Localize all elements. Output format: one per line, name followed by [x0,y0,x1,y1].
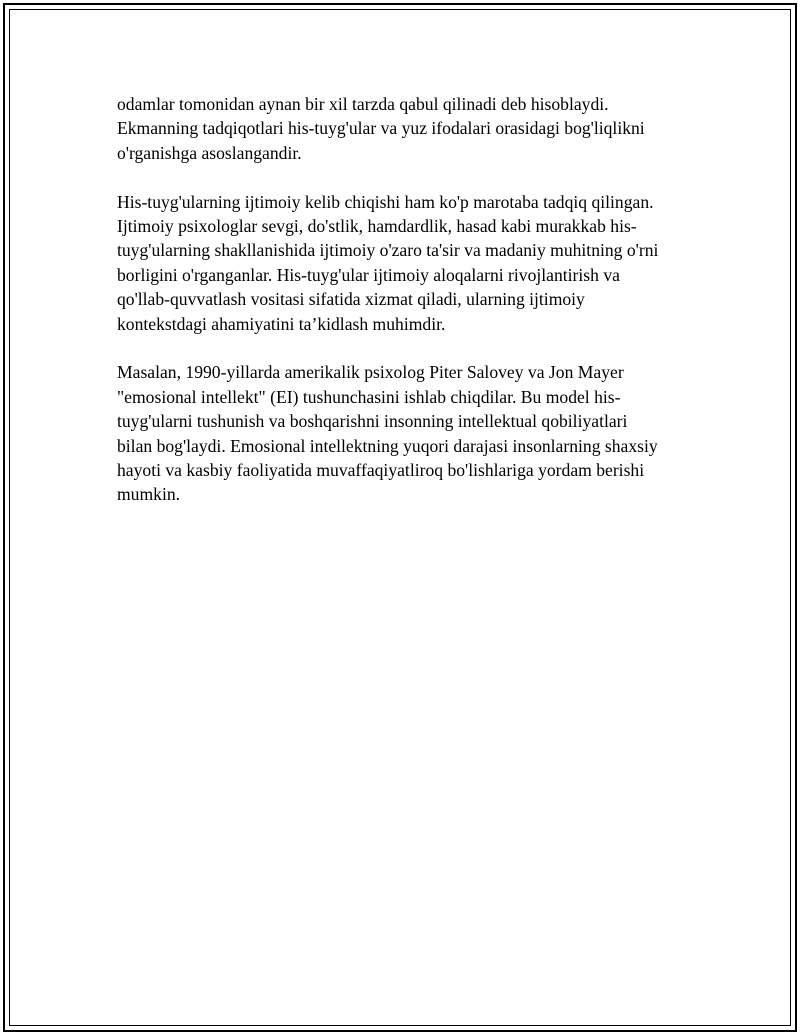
paragraph-2: His-tuyg'ularning ijtimoiy kelib chiqishi ham ko'p marotaba tadqiq qilingan. Ijtimoiy psixologlar sevgi, do'stlik, hamdardlik, hasad kabi murakkab his- tuyg'ularning shakllanishida ijtimoiy o'zaro ta'sir va madaniy muhitning o'rni borligini o'rganganlar. His-tuyg'ular ijtimoiy aloqalarni rivojlantirish va qo'llab-quvvatlash vositasi sifatida xizmat qiladi, ularning ijtimoiy kontekstdagi ahamiyatini ta’kidlash muhimdir. [117,191,659,334]
paragraph-1: odamlar tomonidan aynan bir xil tarzda qabul qilinadi deb hisoblaydi. Ekmanning tadqiqotlari his-tuyg'ular va yuz ifodalari orasidagi bog'liqlikni o'rganishga asoslangandir. [117,94,645,163]
document-body [117,92,697,531]
paragraph-3: Masalan, 1990-yillarda amerikalik psixolog Piter Salovey va Jon Mayer "emosional intellekt" (EI) tushunchasini ishlab chiqdilar. Bu model his- tuyg'ularni tushunish va boshqarishni insonning intellektual qobiliyatlari bilan bog'laydi. Emosional intellektning yuqori darajasi insonlarning shaxsiy hayoti va kasbiy faoliyatida muvaffaqiyatliroq bo'lishlariga yordam berishi mumkin. [117,362,658,505]
